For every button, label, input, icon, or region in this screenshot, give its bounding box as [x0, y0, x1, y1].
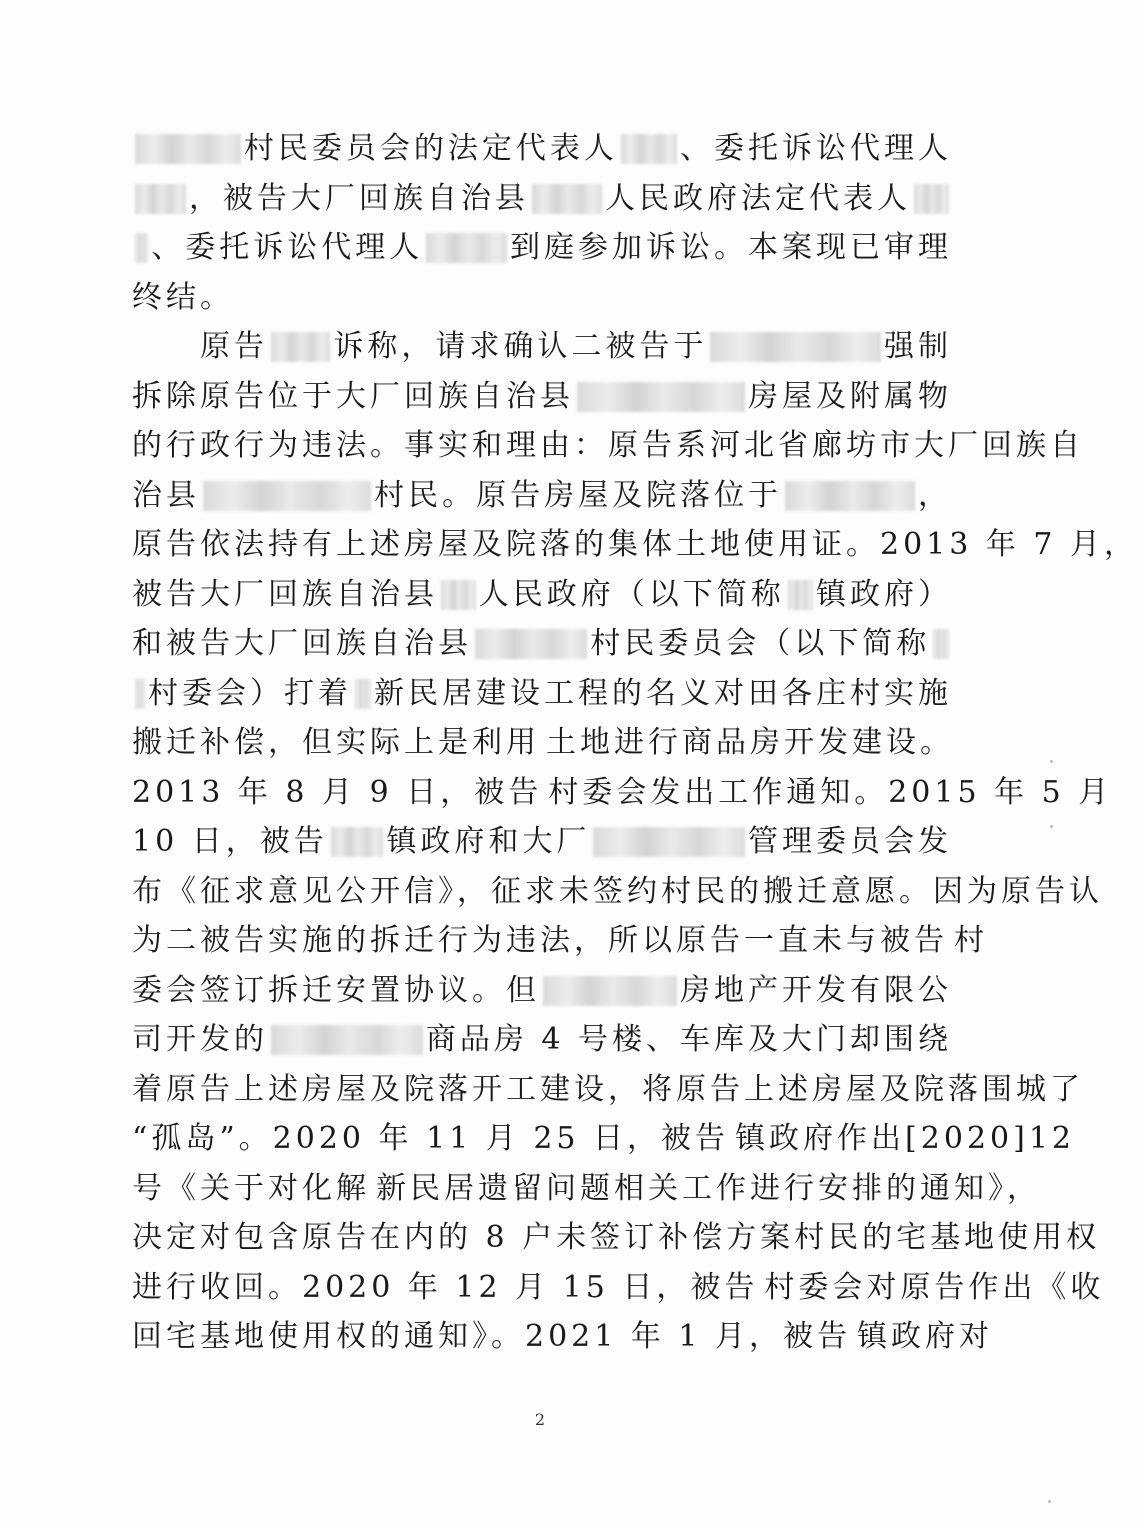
text-line	[132, 281, 952, 315]
text-line	[132, 182, 952, 216]
line-text: 村	[954, 923, 988, 958]
line-text: 镇政府和大厂	[386, 824, 591, 859]
text-line	[132, 1269, 1105, 1305]
line-text: 10 日，被告	[132, 824, 328, 859]
line-text: 司开发的	[132, 1022, 268, 1057]
line-text: 搬迁补偿，但实际上是利用	[132, 725, 540, 760]
text-line	[132, 1071, 1084, 1107]
scan-speck	[1048, 1500, 1051, 1503]
text-line	[132, 627, 952, 661]
text-line	[132, 231, 952, 265]
redacted-text	[426, 233, 507, 263]
line-text: 村民委员会的法定代表人	[243, 131, 618, 166]
text-line	[132, 825, 952, 859]
redacted-text	[331, 827, 384, 857]
redacted-text	[914, 184, 949, 214]
line-text: 着原告上述房屋及院落开工建设，将原告上述房屋及院落围城了	[132, 1071, 1084, 1107]
line-text: 镇政府对	[857, 1319, 994, 1354]
redacted-text	[135, 233, 148, 263]
line-text: 诉称，请求确认二被告于	[333, 329, 708, 364]
line-text: 人民政府（以下简称	[478, 576, 785, 612]
text-line	[132, 974, 952, 1008]
text-line	[132, 923, 988, 958]
text-line	[132, 774, 1113, 810]
line-text: 村委会）打着	[148, 675, 352, 711]
redacted-text	[441, 580, 476, 610]
line-text: 、委托诉讼代理人	[151, 230, 424, 265]
redacted-text	[135, 679, 145, 709]
line-text: 管理委员会发	[748, 824, 952, 859]
redacted-text	[135, 134, 241, 164]
line-text: 村委会对原告作出《收	[764, 1269, 1105, 1305]
text-line	[132, 1023, 952, 1057]
line-text: “孤岛”。2020 年 11 月 25 日，被告	[132, 1121, 730, 1156]
line-text: 到庭参加诉讼。本案现已审理	[510, 230, 952, 265]
line-text: 土地进行商品房开发建设。	[546, 725, 954, 760]
line-text: 原告	[132, 329, 268, 364]
redacted-text	[475, 629, 587, 659]
line-text: 终结。	[132, 279, 234, 315]
line-text: 村民。原告房屋及院落位于	[374, 477, 783, 513]
scan-speck	[1050, 760, 1053, 763]
line-text: ，	[918, 477, 952, 513]
line-text: 和被告大厂回族自治县	[132, 626, 472, 661]
line-text: 为二被告实施的拆迁行为违法，所以原告一直未与被告	[132, 923, 948, 958]
text-line	[132, 726, 952, 760]
line-text: 商品房 4 号楼、车库及大门却围绕	[425, 1022, 952, 1057]
redacted-text	[532, 184, 602, 214]
line-text: 房屋及附属物	[748, 378, 952, 414]
text-line	[132, 578, 952, 612]
line-text: 拆除原告位于大厂回族自治县	[132, 378, 574, 414]
page-number: 2	[534, 1410, 546, 1429]
redacted-text	[593, 827, 745, 857]
line-text: 镇政府）	[816, 576, 952, 612]
text-line	[132, 380, 952, 414]
line-text: 强制	[884, 329, 952, 364]
line-text: 房地产开发有限公	[680, 972, 952, 1008]
line-text: ，被告大厂回族自治县	[188, 180, 529, 216]
line-text: 新民居建设工程的名义对田各庄村实施	[374, 675, 952, 711]
text-line	[132, 677, 952, 711]
line-text: 布《征求意见公开信》，征求未签约村民的搬迁意愿。因为原告认	[132, 873, 1103, 909]
line-text: 决定对包含原告在内的 8 户未签订补偿方案村民的宅基地使用权	[132, 1220, 1101, 1255]
text-line	[132, 1121, 1075, 1156]
redacted-text	[543, 976, 677, 1006]
text-line	[132, 1220, 1101, 1255]
line-text: 原告依法持有上述房屋及院落的集体土地使用证。2013 年 7 月，	[132, 527, 1138, 562]
text-line	[132, 330, 952, 364]
redacted-text	[788, 580, 813, 610]
text-line	[132, 1319, 994, 1354]
line-text: 村民委员会（以下简称	[590, 626, 931, 661]
line-text: 委会签订拆迁安置协议。但	[132, 972, 540, 1008]
line-text: 2013 年 8 月 9 日，被告	[132, 774, 543, 810]
redacted-text	[710, 332, 881, 362]
line-text: 进行收回。2020 年 12 月 15 日，被告	[132, 1269, 759, 1305]
redacted-text	[577, 382, 745, 412]
line-text: 新民居遗留问题相关工作进行安排的通知》，	[376, 1170, 1041, 1206]
line-text: 人民政府法定代表人	[604, 180, 911, 216]
line-text: 号《关于对化解	[132, 1170, 370, 1206]
redacted-text	[203, 481, 371, 511]
text-line	[132, 1170, 1041, 1206]
line-text: 回宅基地使用权的通知》。2021 年 1 月，被告	[132, 1319, 852, 1354]
redacted-text	[933, 629, 949, 659]
scan-speck	[1050, 825, 1053, 828]
redacted-text	[271, 1025, 423, 1055]
redacted-text	[271, 332, 330, 362]
text-line	[132, 527, 1138, 562]
text-line	[132, 479, 952, 513]
text-line	[132, 428, 1084, 463]
line-text: 镇政府作出[2020]12	[735, 1121, 1075, 1156]
line-text: 治县	[132, 477, 200, 513]
text-line	[132, 873, 1103, 909]
line-text: 、委托诉讼代理人	[680, 131, 952, 166]
line-text: 村委会发出工作通知。2015 年 5 月	[548, 774, 1113, 810]
line-text: 被告大厂回族自治县	[132, 576, 438, 612]
text-line	[132, 132, 952, 166]
redacted-text	[785, 481, 915, 511]
redacted-text	[621, 134, 677, 164]
redacted-text	[135, 184, 186, 214]
line-text: 的行政行为违法。事实和理由：原告系河北省廊坊市大厂回族自	[132, 428, 1084, 463]
redacted-text	[355, 679, 371, 709]
